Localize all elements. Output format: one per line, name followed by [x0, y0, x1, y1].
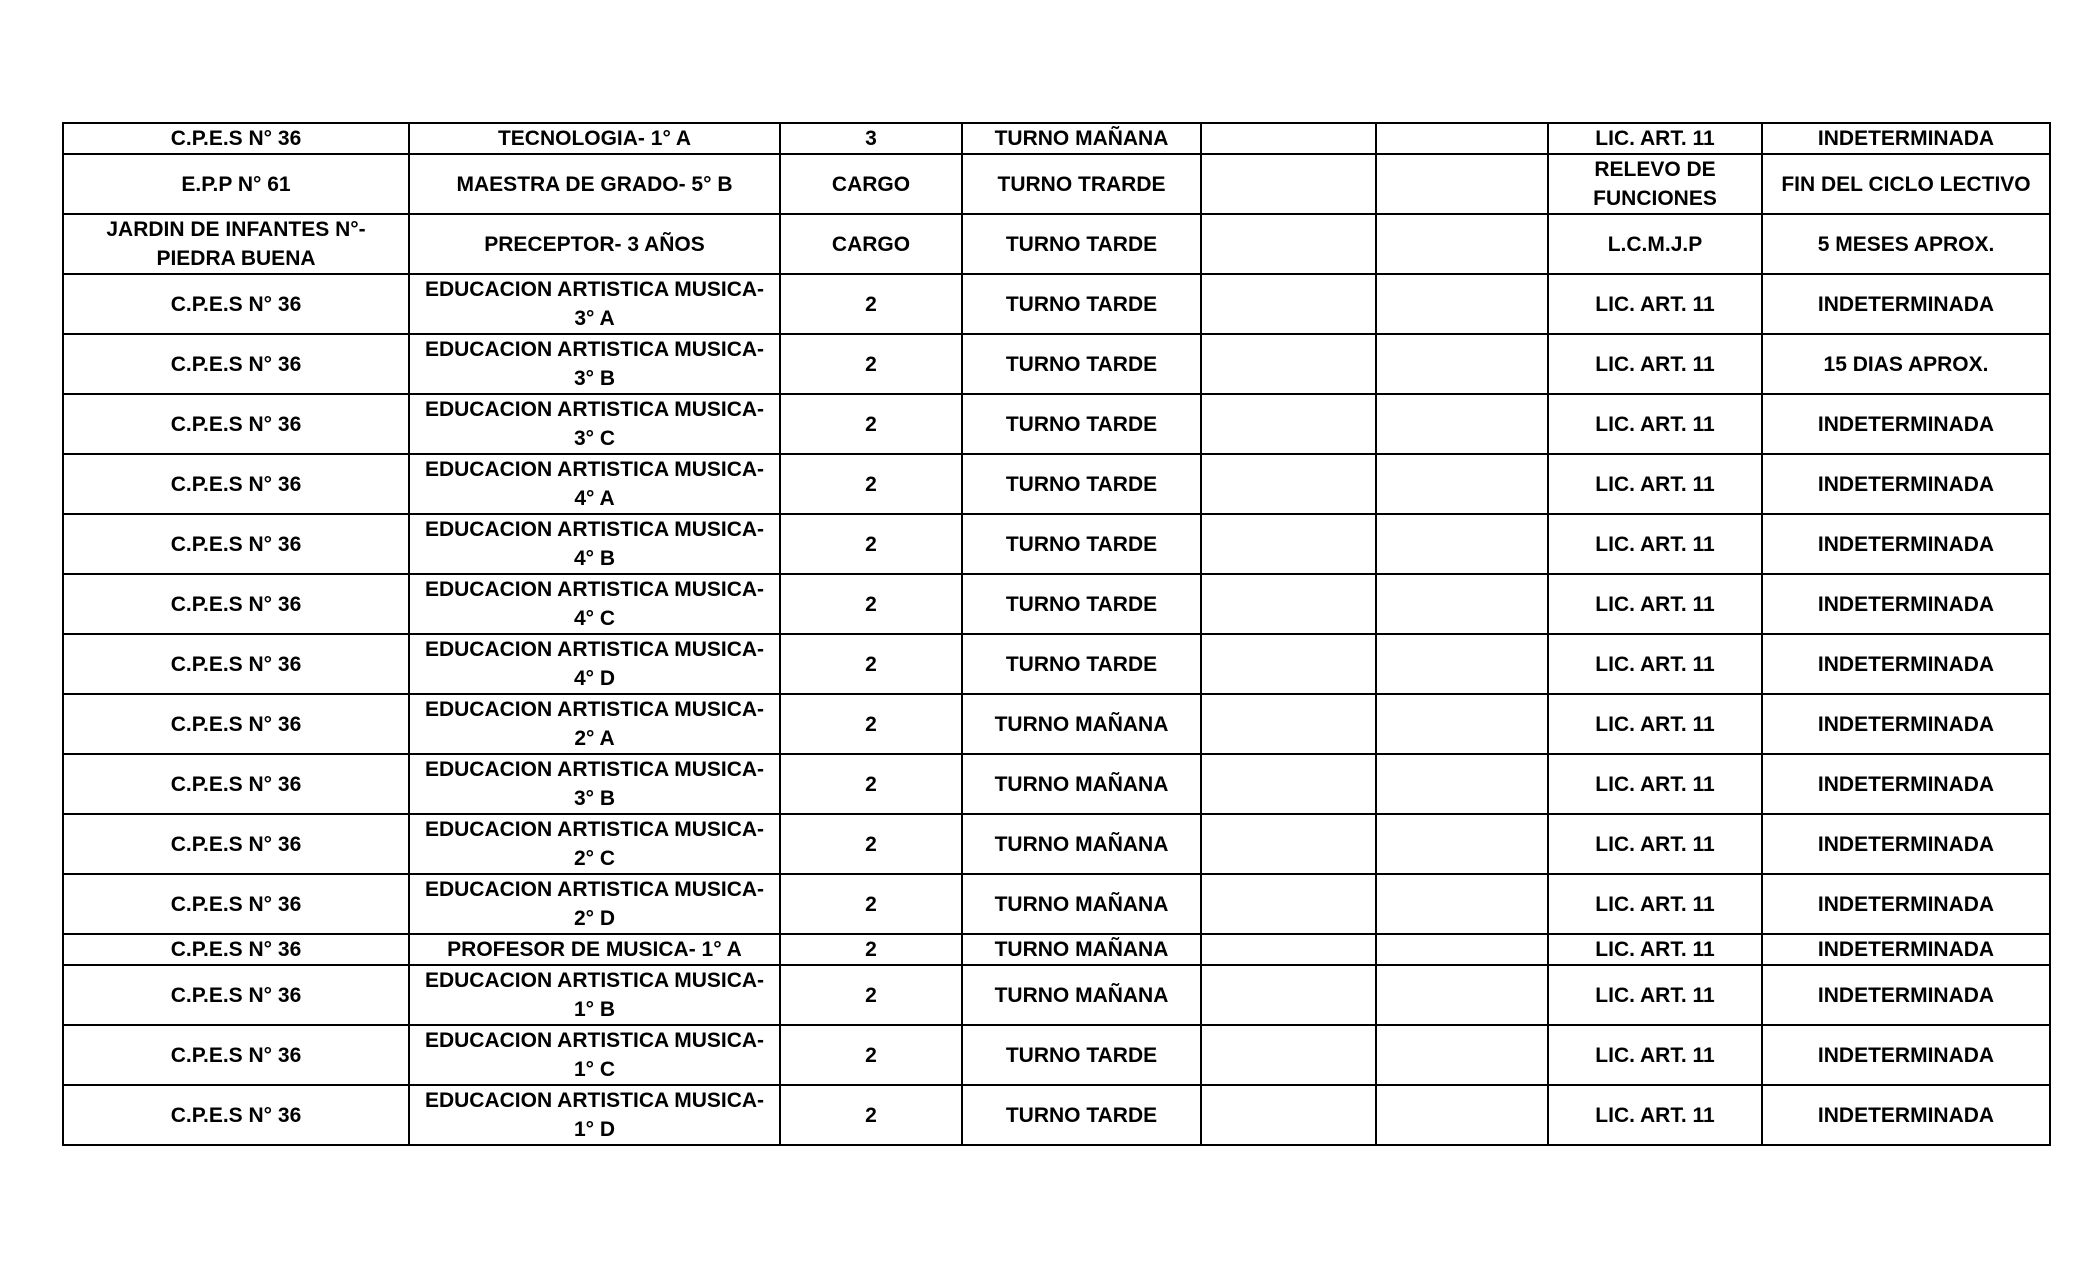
hours-cell: 2	[780, 514, 962, 574]
reason-cell: LIC. ART. 11	[1548, 754, 1762, 814]
reason-cell: LIC. ART. 11	[1548, 1085, 1762, 1145]
blank-cell-2	[1376, 1025, 1548, 1085]
shift-cell: TURNO MAÑANA	[962, 754, 1201, 814]
vacancy-table	[62, 122, 2051, 1146]
table-row	[63, 814, 2050, 874]
hours-cell: 2	[780, 1085, 962, 1145]
table-row	[63, 394, 2050, 454]
blank-cell-2	[1376, 694, 1548, 754]
blank-cell-1	[1201, 574, 1376, 634]
duration-cell: INDETERMINADA	[1762, 634, 2050, 694]
duration-cell: INDETERMINADA	[1762, 754, 2050, 814]
subject-cell: EDUCACION ARTISTICA MUSICA- 4° B	[409, 514, 780, 574]
blank-cell-1	[1201, 634, 1376, 694]
blank-cell-2	[1376, 514, 1548, 574]
shift-cell: TURNO MAÑANA	[962, 874, 1201, 934]
duration-cell: INDETERMINADA	[1762, 874, 2050, 934]
duration-cell: INDETERMINADA	[1762, 694, 2050, 754]
subject-cell: EDUCACION ARTISTICA MUSICA- 3° B	[409, 754, 780, 814]
shift-cell: TURNO TARDE	[962, 334, 1201, 394]
blank-cell-1	[1201, 1085, 1376, 1145]
subject-cell: EDUCACION ARTISTICA MUSICA- 4° C	[409, 574, 780, 634]
duration-cell: 5 MESES APROX.	[1762, 214, 2050, 274]
school-cell: C.P.E.S N° 36	[63, 934, 409, 965]
table-row	[63, 154, 2050, 214]
duration-cell: INDETERMINADA	[1762, 574, 2050, 634]
table-body	[63, 123, 2050, 1145]
table-row	[63, 1085, 2050, 1145]
blank-cell-1	[1201, 1025, 1376, 1085]
shift-cell: TURNO MAÑANA	[962, 965, 1201, 1025]
blank-cell-2	[1376, 754, 1548, 814]
duration-cell: INDETERMINADA	[1762, 1085, 2050, 1145]
duration-cell: INDETERMINADA	[1762, 934, 2050, 965]
school-cell: C.P.E.S N° 36	[63, 1085, 409, 1145]
blank-cell-2	[1376, 965, 1548, 1025]
reason-cell: LIC. ART. 11	[1548, 874, 1762, 934]
shift-cell: TURNO TARDE	[962, 514, 1201, 574]
school-cell: C.P.E.S N° 36	[63, 574, 409, 634]
table-row	[63, 874, 2050, 934]
blank-cell-2	[1376, 454, 1548, 514]
blank-cell-2	[1376, 1085, 1548, 1145]
reason-cell: LIC. ART. 11	[1548, 454, 1762, 514]
school-cell: C.P.E.S N° 36	[63, 514, 409, 574]
shift-cell: TURNO TARDE	[962, 634, 1201, 694]
reason-cell: LIC. ART. 11	[1548, 1025, 1762, 1085]
blank-cell-1	[1201, 754, 1376, 814]
table-row	[63, 214, 2050, 274]
blank-cell-1	[1201, 154, 1376, 214]
school-cell: JARDIN DE INFANTES N°- PIEDRA BUENA	[63, 214, 409, 274]
duration-cell: INDETERMINADA	[1762, 123, 2050, 154]
school-cell: C.P.E.S N° 36	[63, 274, 409, 334]
hours-cell: 2	[780, 874, 962, 934]
blank-cell-1	[1201, 394, 1376, 454]
table-row	[63, 634, 2050, 694]
hours-cell: 2	[780, 454, 962, 514]
subject-cell: EDUCACION ARTISTICA MUSICA- 2° C	[409, 814, 780, 874]
duration-cell: INDETERMINADA	[1762, 1025, 2050, 1085]
blank-cell-2	[1376, 874, 1548, 934]
reason-cell: LIC. ART. 11	[1548, 634, 1762, 694]
reason-cell: LIC. ART. 11	[1548, 514, 1762, 574]
duration-cell: INDETERMINADA	[1762, 394, 2050, 454]
shift-cell: TURNO TRARDE	[962, 154, 1201, 214]
subject-cell: EDUCACION ARTISTICA MUSICA- 4° D	[409, 634, 780, 694]
blank-cell-1	[1201, 274, 1376, 334]
table-row	[63, 694, 2050, 754]
hours-cell: 2	[780, 694, 962, 754]
reason-cell: RELEVO DE FUNCIONES	[1548, 154, 1762, 214]
subject-cell: EDUCACION ARTISTICA MUSICA- 1° D	[409, 1085, 780, 1145]
subject-cell: EDUCACION ARTISTICA MUSICA- 3° A	[409, 274, 780, 334]
shift-cell: TURNO MAÑANA	[962, 934, 1201, 965]
duration-cell: INDETERMINADA	[1762, 514, 2050, 574]
blank-cell-2	[1376, 634, 1548, 694]
school-cell: C.P.E.S N° 36	[63, 965, 409, 1025]
blank-cell-1	[1201, 514, 1376, 574]
school-cell: E.P.P N° 61	[63, 154, 409, 214]
shift-cell: TURNO TARDE	[962, 274, 1201, 334]
school-cell: C.P.E.S N° 36	[63, 754, 409, 814]
hours-cell: 2	[780, 965, 962, 1025]
reason-cell: LIC. ART. 11	[1548, 934, 1762, 965]
duration-cell: INDETERMINADA	[1762, 965, 2050, 1025]
shift-cell: TURNO TARDE	[962, 574, 1201, 634]
shift-cell: TURNO TARDE	[962, 1085, 1201, 1145]
hours-cell: 2	[780, 334, 962, 394]
table-row	[63, 123, 2050, 154]
subject-cell: EDUCACION ARTISTICA MUSICA- 2° A	[409, 694, 780, 754]
subject-cell: EDUCACION ARTISTICA MUSICA- 3° C	[409, 394, 780, 454]
blank-cell-1	[1201, 454, 1376, 514]
duration-cell: INDETERMINADA	[1762, 814, 2050, 874]
hours-cell: 2	[780, 934, 962, 965]
blank-cell-2	[1376, 214, 1548, 274]
duration-cell: INDETERMINADA	[1762, 454, 2050, 514]
reason-cell: LIC. ART. 11	[1548, 394, 1762, 454]
table-row	[63, 574, 2050, 634]
school-cell: C.P.E.S N° 36	[63, 1025, 409, 1085]
blank-cell-2	[1376, 934, 1548, 965]
hours-cell: 2	[780, 394, 962, 454]
duration-cell: FIN DEL CICLO LECTIVO	[1762, 154, 2050, 214]
school-cell: C.P.E.S N° 36	[63, 694, 409, 754]
school-cell: C.P.E.S N° 36	[63, 814, 409, 874]
shift-cell: TURNO TARDE	[962, 454, 1201, 514]
shift-cell: TURNO MAÑANA	[962, 814, 1201, 874]
subject-cell: TECNOLOGIA- 1° A	[409, 123, 780, 154]
blank-cell-2	[1376, 274, 1548, 334]
hours-cell: 2	[780, 754, 962, 814]
hours-cell: 2	[780, 634, 962, 694]
reason-cell: LIC. ART. 11	[1548, 274, 1762, 334]
hours-cell: 2	[780, 814, 962, 874]
reason-cell: LIC. ART. 11	[1548, 574, 1762, 634]
shift-cell: TURNO TARDE	[962, 214, 1201, 274]
hours-cell: 3	[780, 123, 962, 154]
school-cell: C.P.E.S N° 36	[63, 394, 409, 454]
subject-cell: EDUCACION ARTISTICA MUSICA- 1° C	[409, 1025, 780, 1085]
blank-cell-1	[1201, 214, 1376, 274]
shift-cell: TURNO TARDE	[962, 394, 1201, 454]
hours-cell: 2	[780, 1025, 962, 1085]
table-row	[63, 965, 2050, 1025]
blank-cell-1	[1201, 965, 1376, 1025]
subject-cell: EDUCACION ARTISTICA MUSICA- 4° A	[409, 454, 780, 514]
reason-cell: LIC. ART. 11	[1548, 123, 1762, 154]
subject-cell: EDUCACION ARTISTICA MUSICA- 1° B	[409, 965, 780, 1025]
school-cell: C.P.E.S N° 36	[63, 634, 409, 694]
school-cell: C.P.E.S N° 36	[63, 874, 409, 934]
blank-cell-1	[1201, 814, 1376, 874]
blank-cell-2	[1376, 154, 1548, 214]
shift-cell: TURNO MAÑANA	[962, 694, 1201, 754]
blank-cell-1	[1201, 694, 1376, 754]
subject-cell: EDUCACION ARTISTICA MUSICA- 3° B	[409, 334, 780, 394]
hours-cell: CARGO	[780, 154, 962, 214]
table-row	[63, 1025, 2050, 1085]
subject-cell: PROFESOR DE MUSICA- 1° A	[409, 934, 780, 965]
blank-cell-1	[1201, 934, 1376, 965]
table-row	[63, 934, 2050, 965]
table-row	[63, 754, 2050, 814]
reason-cell: L.C.M.J.P	[1548, 214, 1762, 274]
school-cell: C.P.E.S N° 36	[63, 454, 409, 514]
subject-cell: PRECEPTOR- 3 AÑOS	[409, 214, 780, 274]
subject-cell: MAESTRA DE GRADO- 5° B	[409, 154, 780, 214]
blank-cell-2	[1376, 394, 1548, 454]
shift-cell: TURNO TARDE	[962, 1025, 1201, 1085]
blank-cell-1	[1201, 123, 1376, 154]
blank-cell-2	[1376, 123, 1548, 154]
table-row	[63, 334, 2050, 394]
reason-cell: LIC. ART. 11	[1548, 965, 1762, 1025]
blank-cell-2	[1376, 574, 1548, 634]
duration-cell: INDETERMINADA	[1762, 274, 2050, 334]
reason-cell: LIC. ART. 11	[1548, 334, 1762, 394]
blank-cell-1	[1201, 334, 1376, 394]
subject-cell: EDUCACION ARTISTICA MUSICA- 2° D	[409, 874, 780, 934]
duration-cell: 15 DIAS APROX.	[1762, 334, 2050, 394]
reason-cell: LIC. ART. 11	[1548, 814, 1762, 874]
reason-cell: LIC. ART. 11	[1548, 694, 1762, 754]
shift-cell: TURNO MAÑANA	[962, 123, 1201, 154]
hours-cell: CARGO	[780, 214, 962, 274]
table-row	[63, 274, 2050, 334]
table-row	[63, 514, 2050, 574]
school-cell: C.P.E.S N° 36	[63, 123, 409, 154]
table-row	[63, 454, 2050, 514]
blank-cell-1	[1201, 874, 1376, 934]
hours-cell: 2	[780, 274, 962, 334]
blank-cell-2	[1376, 814, 1548, 874]
school-cell: C.P.E.S N° 36	[63, 334, 409, 394]
hours-cell: 2	[780, 574, 962, 634]
blank-cell-2	[1376, 334, 1548, 394]
